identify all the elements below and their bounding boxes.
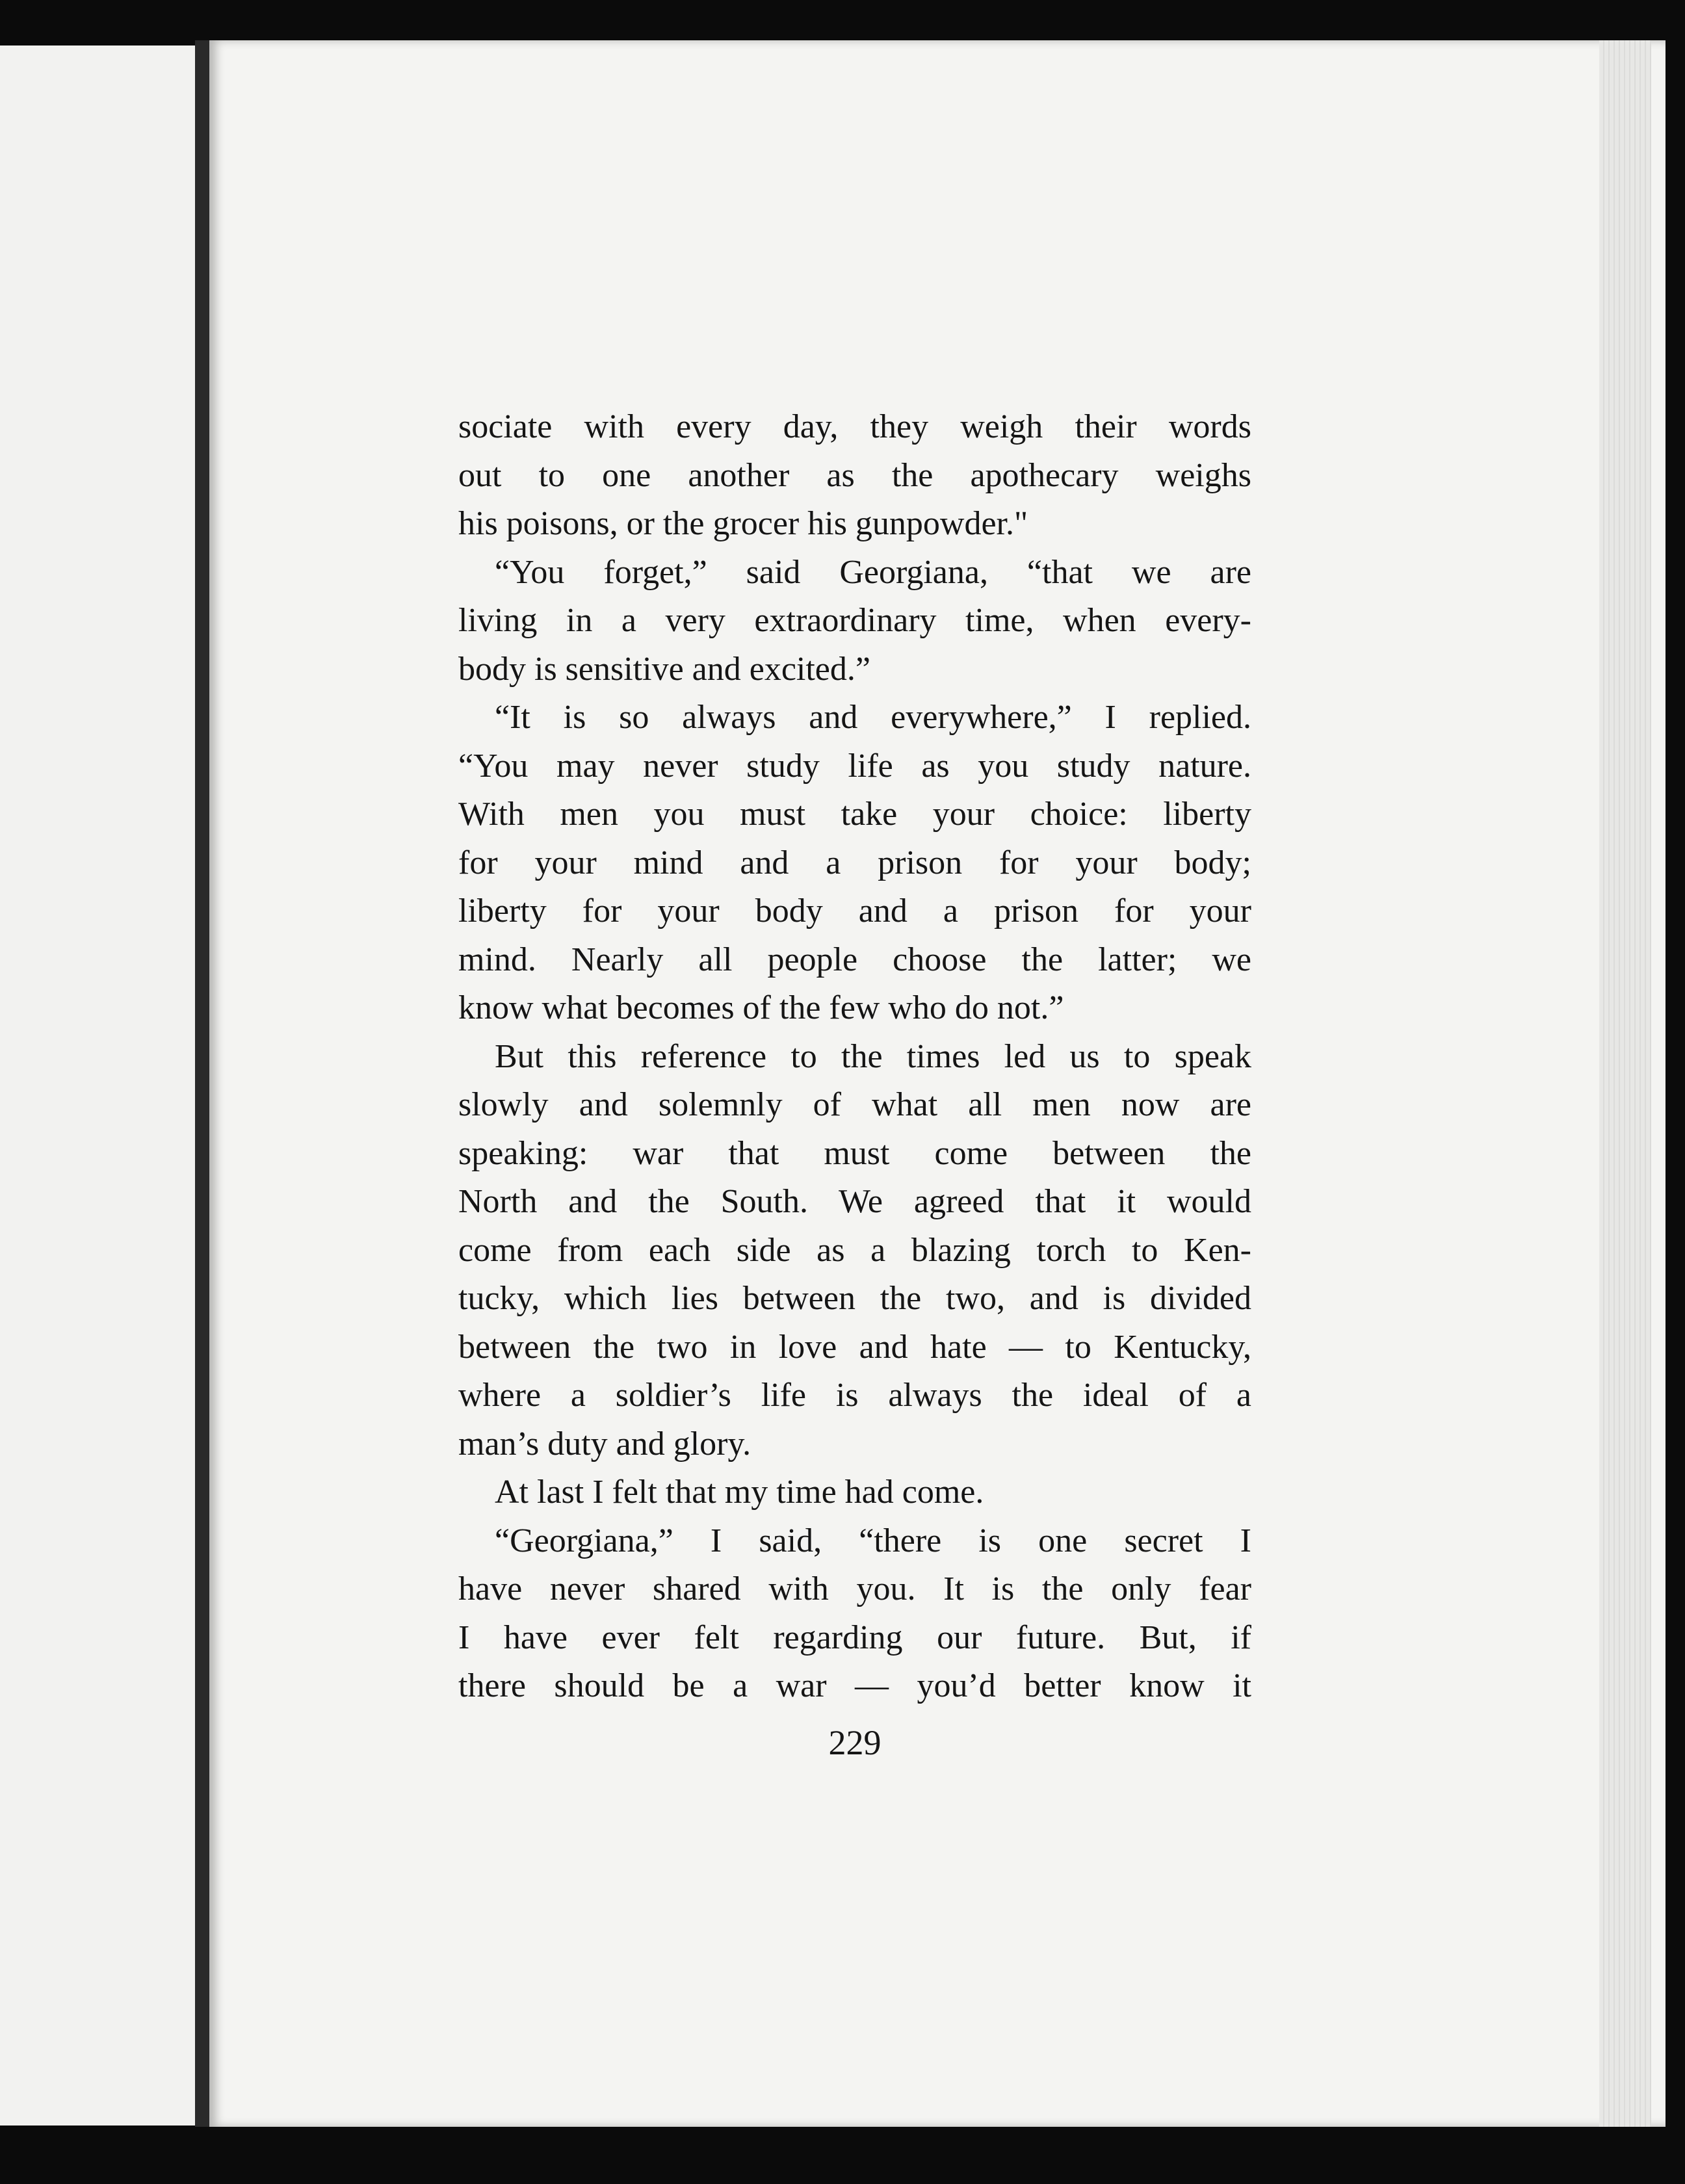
text-line: have never shared with you. It is the only fear <box>458 1570 1251 1607</box>
text-line: between the two in love and hate — to Kentucky, <box>458 1328 1251 1366</box>
text-line: slowly and solemnly of what all men now are <box>458 1086 1251 1123</box>
text-line: At last I felt that my time had come. <box>495 1474 984 1511</box>
text-line: where a soldier’s life is always the ideal of a <box>458 1377 1251 1414</box>
text-line: know what becomes of the few who do not.” <box>458 989 1064 1026</box>
text-line: With men you must take your choice: liberty <box>458 796 1251 833</box>
text-line: I have ever felt regarding our future. But, if <box>458 1618 1251 1656</box>
text-line: liberty for your body and a prison for your <box>458 892 1251 930</box>
text-line: out to one another as the apothecary weighs <box>458 456 1251 494</box>
page-stack-edge <box>1599 40 1651 2127</box>
text-line: his poisons, or the grocer his gunpowder." <box>458 505 1028 542</box>
text-line: “You forget,” said Georgiana, “that we are <box>495 553 1251 591</box>
text-line: But this reference to the times led us to speak <box>495 1037 1251 1075</box>
facing-page-edge <box>0 46 195 2126</box>
text-line: there should be a war — you’d better know it <box>458 1667 1251 1704</box>
text-line: living in a very extraordinary time, when every- <box>458 602 1251 639</box>
text-line: sociate with every day, they weigh their words <box>458 408 1251 445</box>
text-line: mind. Nearly all people choose the latter; we <box>458 941 1251 978</box>
text-line: body is sensitive and excited.” <box>458 650 870 688</box>
text-line: man’s duty and glory. <box>458 1425 751 1462</box>
text-line: “Georgiana,” I said, “there is one secret I <box>495 1522 1251 1559</box>
text-line: “It is so always and everywhere,” I replied. <box>495 699 1251 736</box>
text-line: North and the South. We agreed that it would <box>458 1183 1251 1220</box>
text-line: speaking: war that must come between the <box>458 1134 1251 1172</box>
text-line: tucky, which lies between the two, and is divided <box>458 1280 1251 1317</box>
text-line: come from each side as a blazing torch to Ken- <box>458 1231 1251 1269</box>
text-line: for your mind and a prison for your body; <box>458 844 1251 881</box>
text-line: “You may never study life as you study nature. <box>458 747 1251 785</box>
page-number: 229 <box>828 1723 882 1762</box>
body-text <box>458 403 1251 1711</box>
